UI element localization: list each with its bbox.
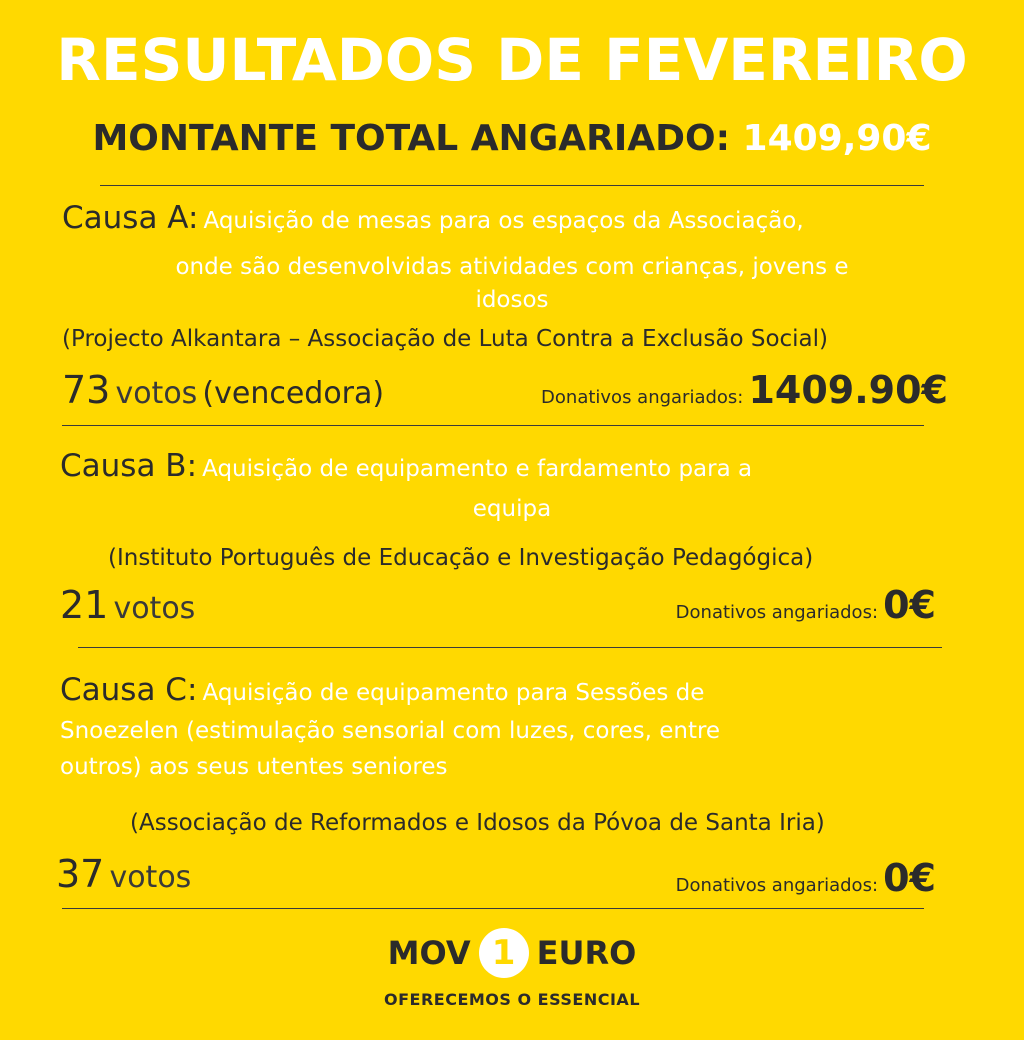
page-title: RESULTADOS DE FEVEREIRO bbox=[56, 26, 968, 94]
cause-a-donations-label: Donativos angariados: bbox=[541, 387, 744, 408]
cause-c-donations bbox=[676, 856, 936, 900]
cause-a-desc-line-1: Aquisição de mesas para os espaços da Associação, bbox=[203, 208, 804, 234]
cause-c-label: Causa C bbox=[60, 672, 187, 708]
cause-c-desc-line-1: Aquisição de equipamento para Sessões de bbox=[202, 680, 705, 706]
cause-b-votes bbox=[60, 583, 195, 627]
total-label: MONTANTE TOTAL ANGARIADO: bbox=[92, 118, 730, 159]
cause-c-votes bbox=[56, 852, 191, 896]
cause-b-label: Causa B bbox=[60, 448, 187, 484]
cause-a-donations bbox=[541, 368, 948, 412]
divider bbox=[78, 647, 942, 648]
cause-a-votes bbox=[62, 368, 384, 412]
cause-c-votes-count: 37 bbox=[56, 852, 105, 896]
total-raised bbox=[0, 118, 1024, 159]
divider bbox=[62, 425, 924, 426]
cause-a-desc-line-3: idosos bbox=[475, 287, 549, 313]
cause-a-votes-word: votos bbox=[115, 376, 198, 411]
cause-b-donations-label: Donativos angariados: bbox=[675, 602, 879, 623]
mov1euro-logo bbox=[0, 928, 1024, 978]
logo-text-right: EURO bbox=[536, 934, 637, 972]
divider bbox=[62, 908, 924, 909]
total-amount: 1409,90€ bbox=[742, 118, 932, 159]
cause-c-desc-line-2: Snoezelen (estimulação sensorial com luzes, cores, entre bbox=[60, 718, 721, 744]
cause-c-donations-label: Donativos angariados: bbox=[675, 875, 879, 896]
cause-b-donations bbox=[676, 583, 936, 627]
cause-a-winner-note: (vencedora) bbox=[202, 376, 385, 411]
cause-c-first-line: Causa C: Aquisição de equipamento para Sessões de bbox=[60, 672, 705, 708]
cause-a-donations-value: 1409.90€ bbox=[748, 368, 948, 412]
cause-b-votes-word: votos bbox=[113, 591, 196, 626]
cause-c-donations-value: 0€ bbox=[883, 856, 936, 900]
cause-c-organization: (Associação de Reformados e Idosos da Póvoa de Santa Iria) bbox=[130, 810, 825, 836]
cause-c-desc-line-3: outros) aos seus utentes seniores bbox=[60, 754, 448, 780]
cause-c-votes-word: votos bbox=[109, 860, 192, 895]
tagline: OFERECEMOS O ESSENCIAL bbox=[383, 990, 641, 1009]
cause-a-label: Causa A bbox=[62, 200, 188, 236]
cause-a-votes-count: 73 bbox=[62, 368, 111, 412]
cause-b-desc-line-2: equipa bbox=[472, 496, 552, 522]
logo-digit: 1 bbox=[491, 933, 516, 973]
cause-b-donations-value: 0€ bbox=[883, 583, 936, 627]
cause-b-organization: (Instituto Português de Educação e Investigação Pedagógica) bbox=[108, 545, 814, 571]
logo-one-circle-icon bbox=[479, 928, 529, 978]
cause-a-desc-line-2: onde são desenvolvidas atividades com crianças, jovens e bbox=[175, 254, 849, 280]
divider bbox=[100, 185, 924, 186]
cause-a-first-line: Causa A: Aquisição de mesas para os espaços da Associação, bbox=[62, 200, 804, 236]
cause-b-first-line: Causa B: Aquisição de equipamento e fardamento para a bbox=[60, 448, 753, 484]
cause-b-votes-count: 21 bbox=[60, 583, 109, 627]
cause-b-desc-line-1: Aquisição de equipamento e fardamento para a bbox=[202, 456, 753, 482]
cause-a-organization: (Projecto Alkantara – Associação de Luta Contra a Exclusão Social) bbox=[62, 326, 829, 352]
logo-text-left: MOV bbox=[387, 934, 471, 972]
